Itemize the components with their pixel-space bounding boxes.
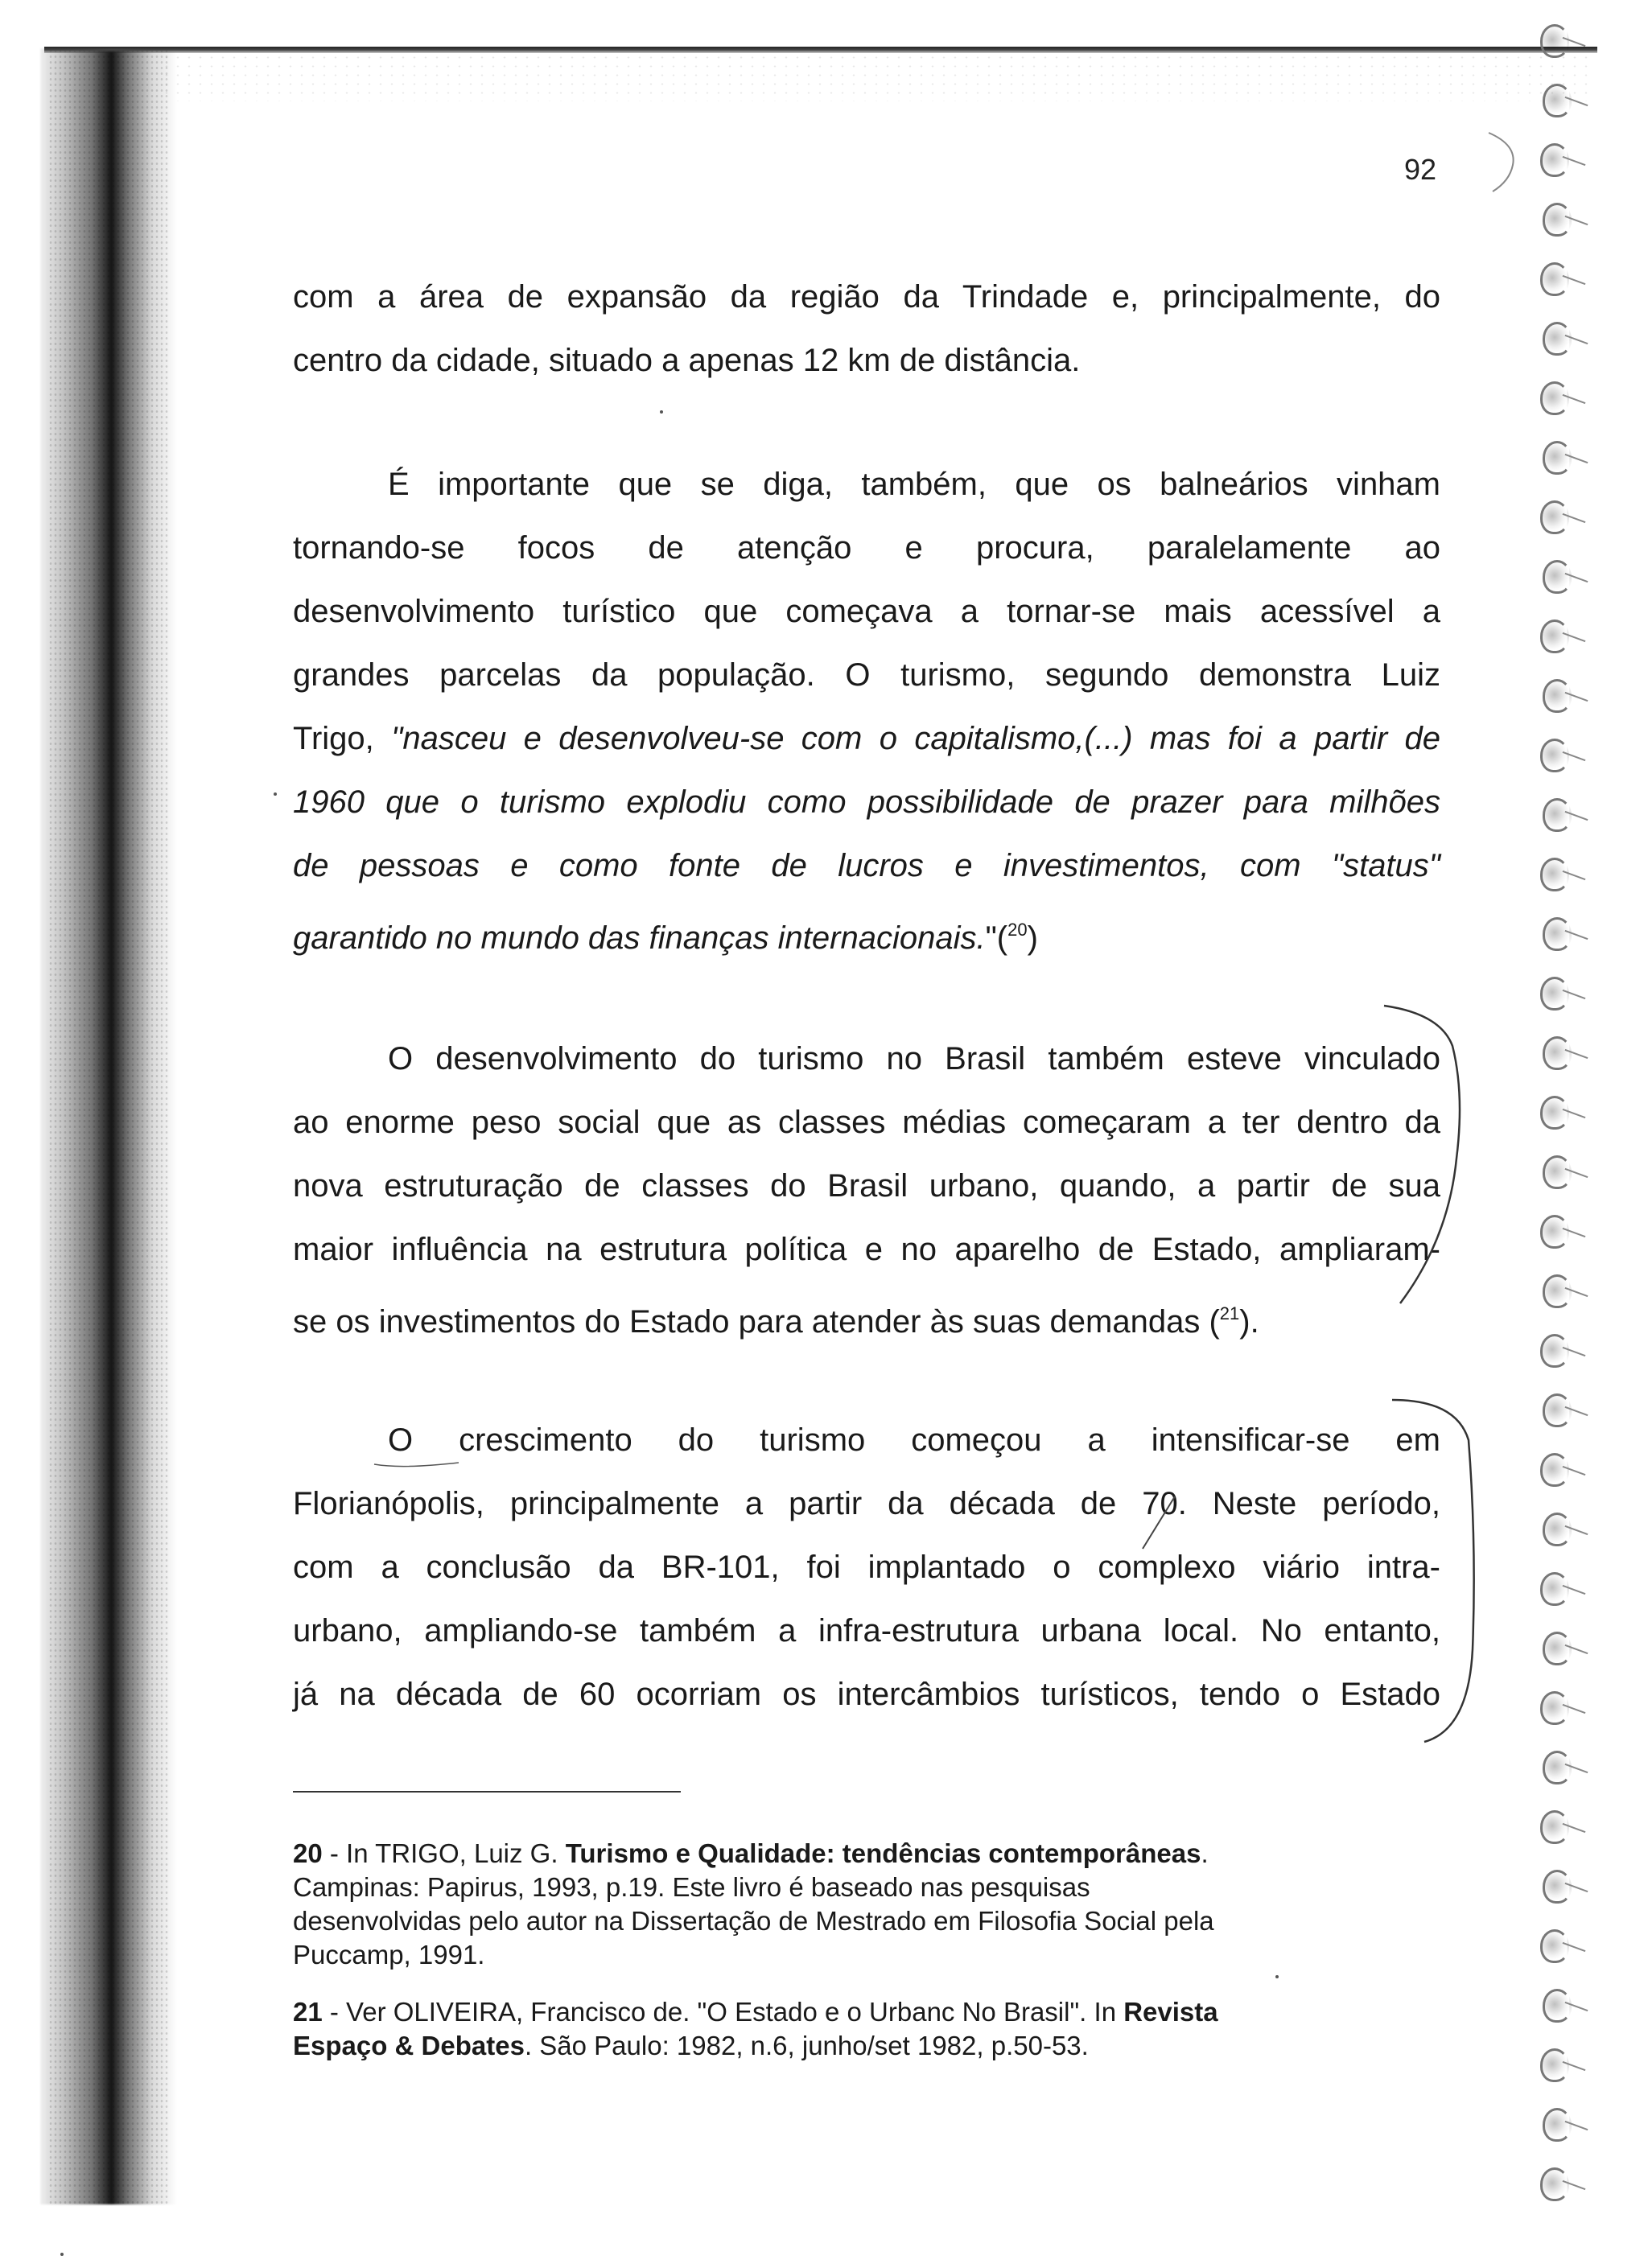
plain-text: se os investimentos do Estado para atender às suas demandas ( — [293, 1304, 1220, 1340]
binding-hole — [1540, 1215, 1569, 1249]
footnote-number: 21 — [293, 1997, 323, 2027]
binding-hole — [1543, 441, 1572, 475]
binding-hole — [1540, 24, 1569, 58]
plain-text: ). — [1239, 1304, 1259, 1340]
binding-hole — [1543, 1155, 1572, 1189]
binding-hole — [1540, 2048, 1569, 2082]
paragraph-line: O desenvolvimento do turismo no Brasil também esteve vinculado — [388, 1041, 1440, 1076]
spiral-binding — [1529, 0, 1648, 2268]
paragraph-line: centro da cidade, situado a apenas 12 km de distância. — [293, 343, 1081, 378]
footnote-ref-21: 21 — [1219, 1303, 1240, 1323]
paragraph-3 — [293, 1027, 1440, 1354]
binding-hole — [1543, 560, 1572, 594]
quote-line: de pessoas e como fonte de lucros e investimentos, com "status" — [293, 848, 1440, 883]
paragraph-line: tornando-se focos de atenção e procura, paralelamente ao — [293, 530, 1440, 566]
scan-speck — [660, 410, 663, 414]
binding-hole — [1543, 679, 1572, 713]
paragraph-line: nova estruturação de classes do Brasil urbano, quando, a partir de sua — [293, 1168, 1440, 1204]
binding-hole — [1543, 84, 1572, 117]
paragraph-line: maior influência na estrutura política e no aparelho de Estado, ampliaram- — [293, 1232, 1440, 1267]
handwritten-bracket-mark — [1368, 1384, 1481, 1762]
binding-hole — [1540, 143, 1569, 177]
footnote-separator — [293, 1791, 681, 1793]
quote-text: "nasceu e desenvolveu-se com o capitalismo,(...) mas foi a partir de — [391, 721, 1441, 756]
binding-hole — [1543, 203, 1572, 237]
plain-text: "( — [985, 920, 1008, 956]
paragraph-line: ao enorme peso social que as classes médias começaram a ter dentro da — [293, 1105, 1440, 1140]
footnote-title: Turismo e Qualidade: tendências contemporâneas — [565, 1838, 1201, 1868]
paragraph-line — [293, 707, 1440, 771]
paragraph-line: já na década de 60 ocorriam os intercâmbios turísticos, tendo o Estado — [293, 1677, 1440, 1712]
binding-speckle — [48, 48, 169, 2204]
binding-hole — [1543, 2108, 1572, 2142]
scan-speck — [1275, 1975, 1279, 1978]
paragraph-2 — [293, 453, 1440, 970]
pen-slash-mark — [1127, 1492, 1191, 1557]
scan-speck — [60, 2253, 64, 2256]
paragraph-line: O crescimento do turismo começou a intensificar-se em — [388, 1422, 1440, 1458]
footnote-text: . São Paulo: 1982, n.6, junho/set 1982, p.50-53. — [524, 2031, 1089, 2060]
paragraph-line: É importante que se diga, também, que os balneários vinham — [388, 467, 1440, 502]
binding-hole — [1540, 262, 1569, 296]
binding-hole — [1543, 322, 1572, 356]
footnote-text: - Ver OLIVEIRA, Francisco de. "O Estado e o Urbanc No Brasil". In — [322, 1997, 1124, 2027]
plain-text: ) — [1027, 920, 1038, 956]
binding-hole — [1540, 739, 1569, 772]
binding-hole — [1543, 1274, 1572, 1308]
binding-hole — [1543, 917, 1572, 951]
binding-hole — [1540, 1453, 1569, 1487]
binding-hole — [1543, 1393, 1572, 1427]
paragraph-line: Florianópolis, principalmente a partir da década de 70. Neste período, — [293, 1486, 1440, 1521]
handwritten-bracket-mark — [1368, 998, 1473, 1336]
footnote-ref-20: 20 — [1007, 920, 1028, 940]
binding-hole — [1543, 1870, 1572, 1904]
binding-hole — [1543, 1036, 1572, 1070]
paragraph-line: desenvolvimento turístico que começava a tornar-se mais acessível a — [293, 594, 1440, 629]
quote-line: 1960 que o turismo explodiu como possibilidade de prazer para milhões — [293, 784, 1440, 820]
binding-hole — [1540, 500, 1569, 534]
paragraph-1 — [293, 265, 1440, 393]
top-edge-noise — [161, 53, 1593, 101]
quote-text: garantido no mundo das finanças internacionais. — [293, 920, 986, 956]
page-number: 92 — [1404, 153, 1437, 186]
footnote-20 — [293, 1837, 1259, 1972]
binding-hole — [1540, 619, 1569, 653]
binding-hole — [1540, 1572, 1569, 1606]
plain-text: Trigo, — [293, 721, 392, 756]
paragraph-line: grandes parcelas da população. O turismo, segundo demonstra Luiz — [293, 657, 1440, 693]
binding-hole — [1540, 858, 1569, 891]
binding-hole — [1543, 1513, 1572, 1546]
paragraph-line — [293, 898, 1440, 970]
paragraph-line: com a conclusão da BR-101, foi implantado o complexo viário intra- — [293, 1550, 1440, 1585]
binding-hole — [1543, 798, 1572, 832]
scan-speck — [274, 792, 277, 796]
footnote-21 — [293, 1995, 1259, 2063]
paragraph-line — [293, 1282, 1440, 1354]
binding-hole — [1543, 1632, 1572, 1665]
page-number-bracket-mark — [1481, 129, 1529, 193]
binding-hole — [1540, 1334, 1569, 1368]
binding-hole — [1540, 1691, 1569, 1725]
binding-hole — [1540, 1810, 1569, 1844]
footnote-text: - In TRIGO, Luiz G. — [322, 1838, 566, 1868]
paragraph-line: urbano, ampliando-se também a infra-estrutura urbana local. No entanto, — [293, 1613, 1440, 1649]
paragraph-line: com a área de expansão da região da Trindade e, principalmente, do — [293, 279, 1440, 315]
pen-stroke-mark — [370, 1440, 467, 1472]
binding-hole — [1543, 1751, 1572, 1784]
binding-hole — [1540, 1929, 1569, 1963]
footnote-title: Revista Espaço & Debates — [293, 1997, 1218, 2060]
footnote-number: 20 — [293, 1838, 323, 1868]
binding-hole — [1540, 381, 1569, 415]
binding-hole — [1543, 1989, 1572, 2023]
binding-hole — [1540, 2167, 1569, 2201]
top-edge-rule — [44, 47, 1597, 53]
footnote-text: . Campinas: Papirus, 1993, p.19. Este livro é baseado nas pesquisas desenvolvidas pelo autor na Dissertação de Mestrado em Filosofia Social pela Puccamp, 1991. — [293, 1838, 1214, 1970]
binding-hole — [1540, 977, 1569, 1011]
binding-hole — [1540, 1096, 1569, 1130]
